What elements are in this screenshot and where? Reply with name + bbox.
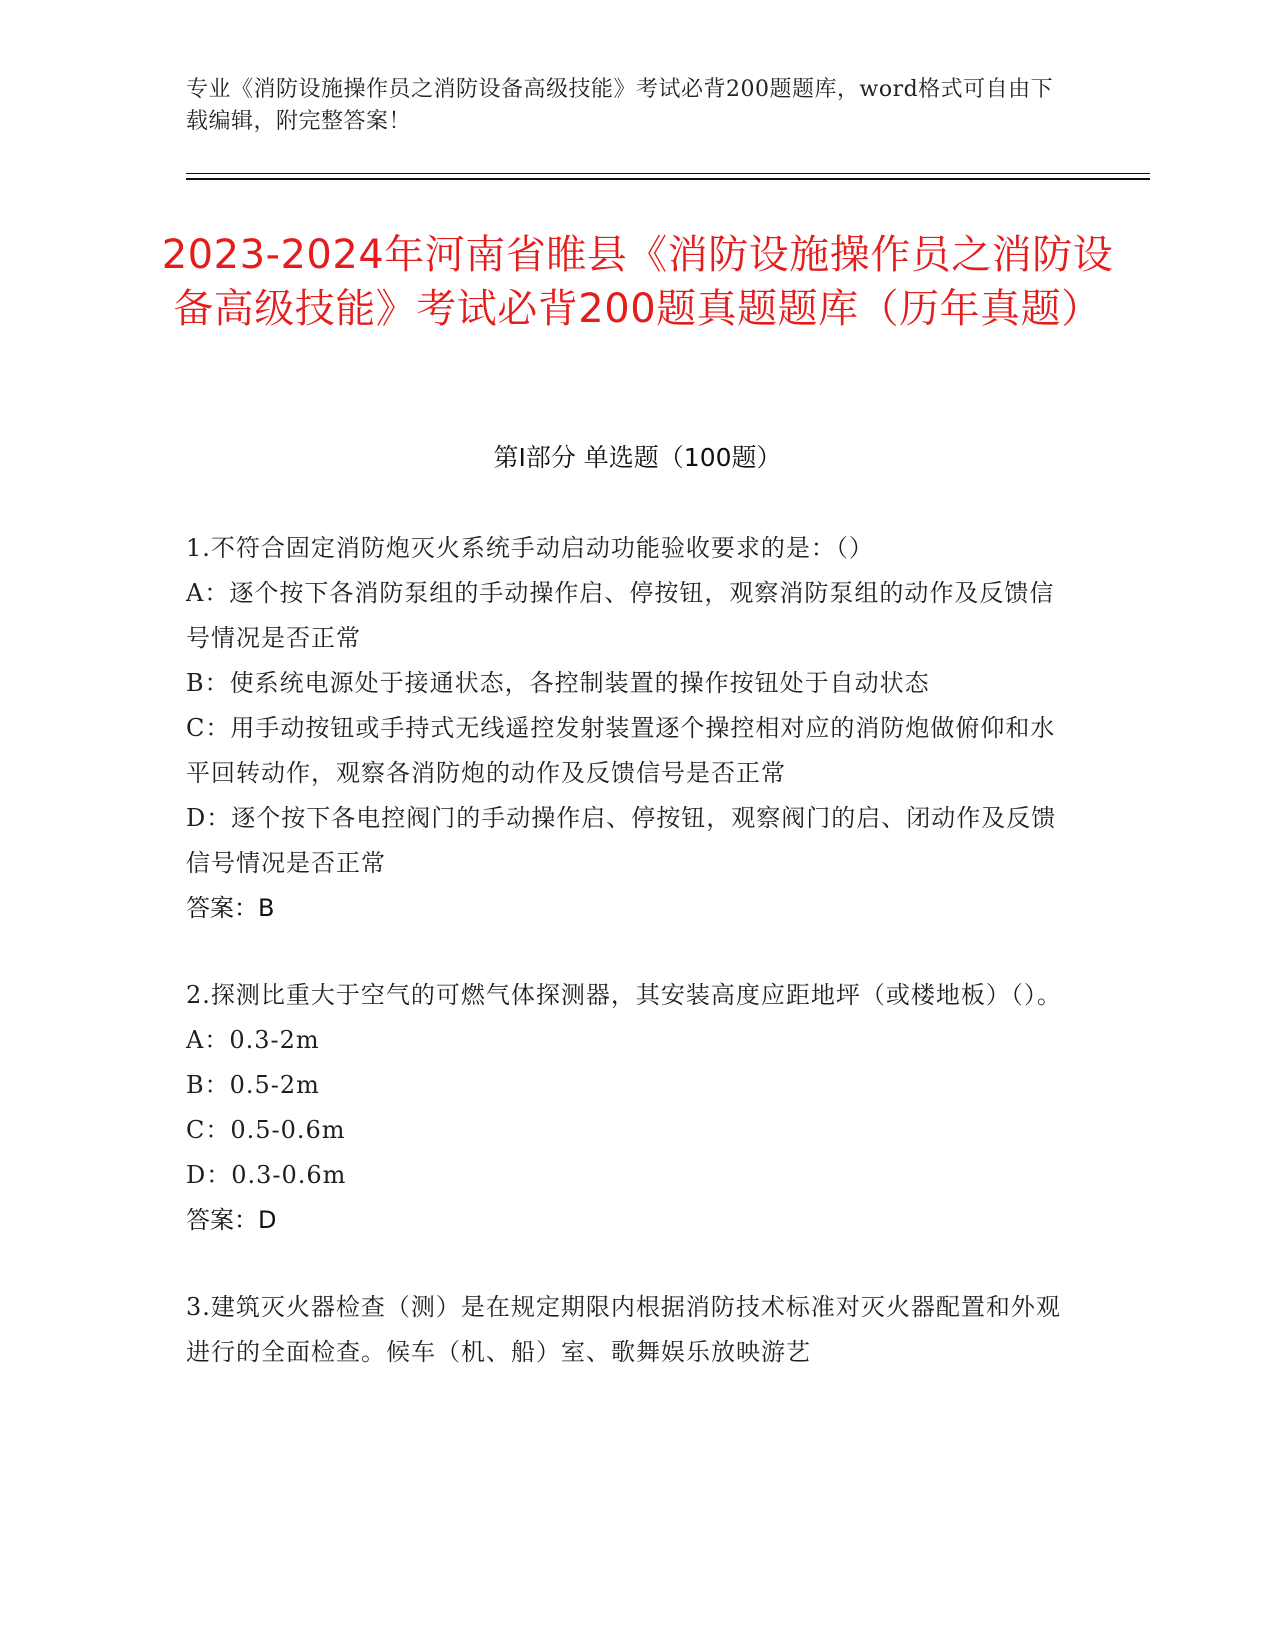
question-list (186, 526, 1076, 1417)
answer: 答案：B (186, 894, 275, 922)
document-title: 2023-2024年河南省睢县《消防设施操作员之消防设备高级技能》考试必背200题真题题库（历年真题） (161, 232, 1114, 332)
question-stem: 3.建筑灭火器检查（测）是在规定期限内根据消防技术标准对灭火器配置和外观进行的全面检查。候车（机、船）室、歌舞娱乐放映游艺 (186, 1293, 1061, 1366)
question-2 (186, 973, 1076, 1243)
header-divider-bottom (186, 178, 1150, 180)
option-a: A：0.3-2m (186, 1026, 320, 1054)
option-c: C：用手动按钮或手持式无线遥控发射装置逐个操控相对应的消防炮做俯仰和水平回转动作，观察各消防炮的动作及反馈信号是否正常 (186, 714, 1056, 787)
option-d: D：0.3-0.6m (186, 1161, 347, 1189)
question-1 (186, 526, 1076, 931)
option-c: C：0.5-0.6m (186, 1116, 346, 1144)
option-b: B：0.5-2m (186, 1071, 320, 1099)
question-stem: 2.探测比重大于空气的可燃气体探测器，其安装高度应距地坪（或楼地板）（）。 (186, 981, 1062, 1009)
option-b: B：使系统电源处于接通状态，各控制装置的操作按钮处于自动状态 (186, 669, 930, 697)
question-stem: 1.不符合固定消防炮灭火系统手动启动功能验收要求的是：（） (186, 534, 874, 562)
option-a: A：逐个按下各消防泵组的手动操作启、停按钮，观察消防泵组的动作及反馈信号情况是否正常 (186, 579, 1055, 652)
header-note: 专业《消防设施操作员之消防设备高级技能》考试必背200题题库，word格式可自由下载编辑，附完整答案！ (186, 77, 1054, 134)
section-title: 第Ⅰ部分 单选题（100题） (493, 443, 782, 472)
answer: 答案：D (186, 1206, 277, 1234)
header-divider-top (186, 173, 1150, 174)
option-d: D：逐个按下各电控阀门的手动操作启、停按钮，观察阀门的启、闭动作及反馈信号情况是否正常 (186, 804, 1057, 877)
question-3 (186, 1285, 1076, 1375)
